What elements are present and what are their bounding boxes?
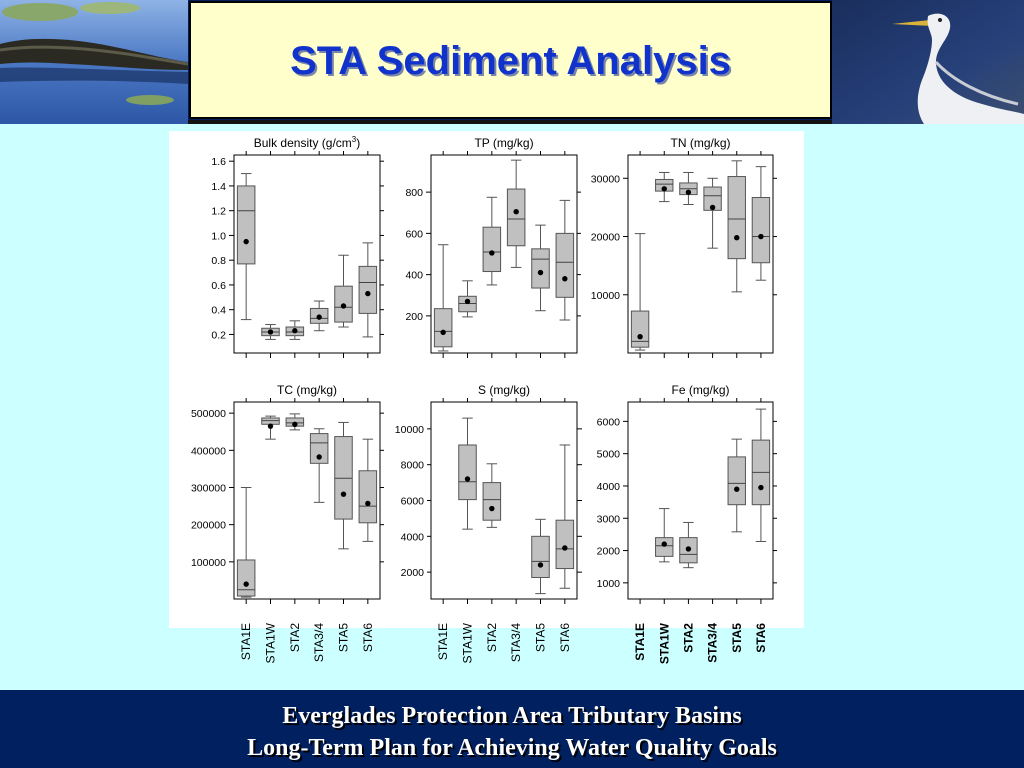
category-label: STA1W bbox=[460, 623, 475, 664]
category-label: STA3/4 bbox=[705, 623, 720, 663]
box-iqr bbox=[434, 309, 452, 347]
chart-title bbox=[671, 136, 731, 150]
box-mean-dot bbox=[465, 476, 470, 481]
title-box bbox=[189, 1, 832, 119]
chart-panel bbox=[169, 131, 804, 628]
box-iqr bbox=[237, 186, 255, 264]
plot-frame bbox=[431, 402, 577, 599]
box-mean-dot bbox=[538, 270, 543, 275]
chart-title bbox=[254, 135, 361, 150]
y-tick-label: 6000 bbox=[596, 416, 620, 429]
category-label: STA1E bbox=[633, 623, 648, 661]
y-tick-label: 500000 bbox=[190, 408, 226, 421]
box-mean-dot bbox=[686, 546, 691, 551]
category-label: STA6 bbox=[753, 623, 768, 653]
chart-title bbox=[478, 383, 530, 397]
box-mean-dot bbox=[734, 235, 739, 240]
category-label: STA1E bbox=[436, 623, 451, 661]
box-iqr bbox=[556, 233, 574, 297]
box-iqr bbox=[728, 457, 745, 505]
y-tick-label: 100000 bbox=[190, 556, 226, 569]
category-label: STA6 bbox=[360, 623, 375, 653]
y-tick-label: 4000 bbox=[400, 531, 424, 544]
box-mean-dot bbox=[489, 250, 494, 255]
box-mean-dot bbox=[341, 303, 346, 308]
y-tick-label: 8000 bbox=[400, 459, 424, 472]
box-mean-dot bbox=[365, 291, 370, 296]
alligator-photo bbox=[0, 0, 188, 124]
chart-title-text: Bulk density (g/cm bbox=[253, 136, 352, 150]
box-mean-dot bbox=[268, 329, 273, 334]
chart-title-text: Fe (mg/kg) bbox=[671, 383, 730, 397]
boxplot-1 bbox=[211, 135, 384, 358]
box-mean-dot bbox=[710, 205, 715, 210]
y-tick-label: 200 bbox=[405, 310, 423, 323]
box-mean-dot bbox=[513, 209, 518, 214]
box-iqr bbox=[359, 266, 377, 313]
chart-title-text: S (mg/kg) bbox=[477, 383, 531, 397]
category-label: STA2 bbox=[484, 623, 499, 653]
box-mean-dot bbox=[365, 501, 370, 506]
chart-title bbox=[277, 383, 337, 397]
box-mean-dot bbox=[243, 581, 248, 586]
category-label: STA3/4 bbox=[509, 623, 524, 663]
boxplot-2 bbox=[405, 136, 581, 358]
box-mean-dot bbox=[243, 239, 248, 244]
y-tick-label: 200000 bbox=[190, 519, 226, 532]
category-label: STA3/4 bbox=[312, 623, 327, 663]
category-label: STA1W bbox=[657, 623, 672, 665]
category-label: STA2 bbox=[287, 623, 302, 653]
box-mean-dot bbox=[686, 190, 691, 195]
chart-title-text: TP (mg/kg) bbox=[474, 136, 534, 150]
y-tick-label: 2000 bbox=[596, 545, 620, 558]
plot-frame bbox=[431, 155, 577, 353]
y-tick-label: 600 bbox=[405, 228, 423, 241]
plot-frame bbox=[234, 155, 380, 353]
category-label: STA6 bbox=[557, 623, 572, 653]
box-mean-dot bbox=[268, 423, 273, 428]
chart-title-suffix: ) bbox=[356, 136, 361, 150]
y-tick-label: 1.2 bbox=[211, 205, 226, 218]
box-mean-dot bbox=[316, 314, 321, 319]
y-tick-label: 2000 bbox=[400, 567, 424, 580]
y-tick-label: 1.4 bbox=[211, 180, 226, 193]
y-tick-label: 1000 bbox=[596, 577, 620, 590]
boxplot-5 bbox=[395, 383, 582, 604]
box-iqr bbox=[459, 445, 477, 500]
box-iqr bbox=[359, 471, 377, 523]
box-iqr bbox=[237, 560, 255, 596]
y-tick-label: 20000 bbox=[590, 231, 620, 244]
box-iqr bbox=[532, 249, 550, 288]
box-mean-dot bbox=[662, 186, 667, 191]
box-mean-dot bbox=[637, 334, 642, 339]
y-tick-label: 800 bbox=[405, 187, 423, 200]
y-tick-label: 0.8 bbox=[211, 255, 226, 268]
box-mean-dot bbox=[538, 562, 543, 567]
box-iqr bbox=[752, 198, 769, 263]
boxplot-3 bbox=[591, 136, 777, 358]
box-mean-dot bbox=[758, 234, 763, 239]
y-tick-label: 1.0 bbox=[211, 230, 226, 243]
boxplot-grid bbox=[169, 131, 804, 628]
chart-title-text: TC (mg/kg) bbox=[277, 383, 337, 397]
boxplot-4 bbox=[191, 383, 384, 604]
y-tick-label: 400000 bbox=[190, 445, 226, 458]
y-tick-label: 5000 bbox=[596, 448, 620, 461]
y-tick-label: 0.4 bbox=[211, 304, 226, 317]
box-mean-dot bbox=[562, 276, 567, 281]
box-mean-dot bbox=[440, 330, 445, 335]
box-mean-dot bbox=[316, 454, 321, 459]
box-iqr bbox=[483, 483, 501, 521]
chart-title-superscript: 3 bbox=[351, 135, 357, 144]
box-iqr bbox=[507, 189, 525, 246]
box-mean-dot bbox=[489, 506, 494, 511]
y-tick-label: 400 bbox=[405, 269, 423, 282]
category-label: STA1W bbox=[263, 623, 278, 664]
y-tick-label: 300000 bbox=[190, 482, 226, 495]
plot-frame bbox=[234, 402, 380, 599]
category-label: STA5 bbox=[533, 623, 548, 653]
y-tick-label: 3000 bbox=[596, 513, 620, 526]
box-mean-dot bbox=[734, 486, 739, 491]
box-mean-dot bbox=[662, 541, 667, 546]
box-iqr bbox=[556, 520, 574, 568]
box-mean-dot bbox=[562, 545, 567, 550]
egret-photo bbox=[832, 0, 1024, 124]
category-labels bbox=[0, 620, 1024, 680]
y-tick-label: 0.6 bbox=[211, 279, 226, 292]
box-mean-dot bbox=[292, 422, 297, 427]
box-iqr bbox=[532, 536, 550, 577]
boxplot-6 bbox=[597, 383, 777, 604]
category-label: STA5 bbox=[336, 623, 351, 653]
y-tick-label: 0.2 bbox=[211, 329, 226, 342]
footer-line-1: Everglades Protection Area Tributary Basins bbox=[282, 703, 742, 729]
y-tick-label: 1.6 bbox=[211, 156, 226, 169]
category-label: STA1E bbox=[239, 623, 254, 661]
page-title: STA Sediment Analysis bbox=[290, 39, 731, 83]
chart-title bbox=[474, 136, 533, 150]
category-label: STA5 bbox=[729, 623, 744, 653]
box-iqr bbox=[728, 177, 745, 259]
y-tick-label: 30000 bbox=[590, 173, 620, 186]
footer-line-2: Long-Term Plan for Achieving Water Quality Goals bbox=[247, 735, 777, 761]
category-label: STA2 bbox=[681, 623, 696, 653]
plot-frame bbox=[628, 155, 773, 353]
y-tick-label: 6000 bbox=[400, 495, 424, 508]
box-iqr bbox=[483, 227, 501, 271]
box-mean-dot bbox=[758, 485, 763, 490]
plot-frame bbox=[628, 402, 773, 599]
box-mean-dot bbox=[465, 299, 470, 304]
box-iqr bbox=[656, 538, 673, 557]
box-mean-dot bbox=[292, 328, 297, 333]
chart-title-text: TN (mg/kg) bbox=[670, 136, 731, 150]
box-iqr bbox=[262, 418, 280, 424]
box-mean-dot bbox=[341, 491, 346, 496]
y-tick-label: 10000 bbox=[394, 423, 424, 436]
chart-title bbox=[671, 383, 729, 397]
header-bar bbox=[0, 0, 1024, 124]
y-tick-label: 10000 bbox=[590, 289, 620, 302]
y-tick-label: 4000 bbox=[596, 480, 620, 493]
footer-bar bbox=[0, 690, 1024, 768]
